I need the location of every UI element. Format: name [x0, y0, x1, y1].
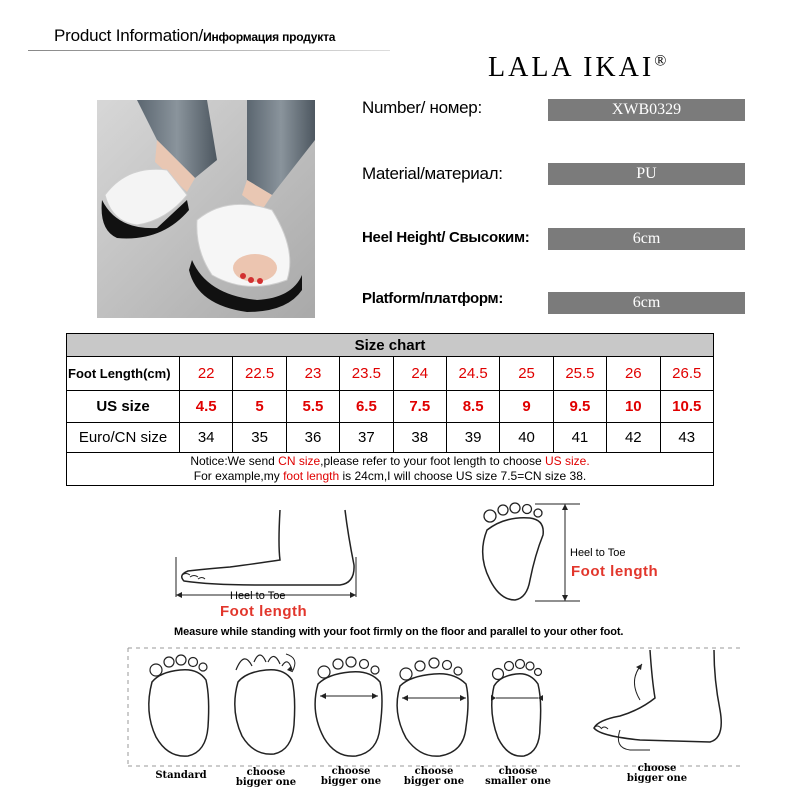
table-cell: 22.5: [233, 357, 286, 391]
product-photo: [97, 100, 315, 318]
size-notice: [67, 453, 714, 486]
top-foot-length-label: Foot length: [571, 563, 659, 580]
table-row-euro-cn-size: [67, 423, 714, 453]
notice-highlight-foot-length: foot length: [283, 469, 340, 483]
spec-value-platform: 6cm: [548, 292, 745, 314]
foot-fit-wide-icon: [310, 650, 390, 760]
table-row-us-size: [67, 391, 714, 423]
fit-caption-long-toe: [226, 768, 306, 788]
top-heel-to-toe-label: Heel to Toe: [570, 547, 626, 559]
notice-line-1: [67, 454, 713, 469]
table-cell: 42: [607, 423, 660, 453]
caption-line: choose: [331, 766, 371, 777]
table-cell: 36: [286, 423, 339, 453]
spec-value-number: XWB0329: [548, 99, 745, 121]
table-cell: 9.5: [553, 391, 606, 423]
caption-line: choose: [414, 766, 454, 777]
spec-label-platform: Platform/платформ:: [362, 290, 504, 307]
title-en: Product Information/: [54, 26, 204, 45]
foot-fit-narrow-icon: [478, 650, 558, 760]
table-cell: 26.5: [660, 357, 713, 391]
foot-fit-extra-wide-icon: [394, 650, 474, 760]
caption-line: smaller one: [485, 776, 551, 787]
registered-mark: ®: [654, 52, 667, 70]
notice-text: For example,my: [193, 469, 284, 483]
table-cell: 41: [553, 423, 606, 453]
notice-highlight-cn-size: CN size: [278, 454, 321, 468]
title-divider: [28, 50, 390, 51]
table-cell: 6.5: [340, 391, 393, 423]
caption-line: bigger one: [626, 773, 688, 784]
size-chart-table: [66, 333, 714, 486]
foot-fit-standard-icon: [140, 652, 220, 762]
table-cell: 24: [393, 357, 446, 391]
table-row-foot-length: [67, 357, 714, 391]
notice-text: ,please refer to your foot length to choose: [320, 454, 545, 468]
title-ru: Информация продукта: [203, 30, 336, 44]
foot-top-view-diagram: [465, 500, 585, 610]
caption-line: bigger one: [320, 776, 382, 787]
measure-instruction: Measure while standing with your foot firmly on the floor and parallel to your other foot.: [174, 626, 624, 638]
table-cell: 22: [180, 357, 233, 391]
section-title: [54, 26, 335, 46]
table-cell: 8.5: [446, 391, 499, 423]
spec-value-heel-height: 6cm: [548, 228, 745, 250]
size-chart-title: Size chart: [67, 334, 714, 357]
brand-logo: [488, 52, 666, 84]
table-cell: 40: [500, 423, 553, 453]
foot-fit-long-toe-icon: [226, 648, 306, 758]
notice-text: Notice:We send: [190, 454, 279, 468]
table-cell: 10: [607, 391, 660, 423]
fit-caption-extra-wide: [394, 767, 474, 787]
table-cell: 25: [500, 357, 553, 391]
spec-value-material: PU: [548, 163, 745, 185]
notice-text: is 24cm,I will choose US size 7.5=CN size 38.: [339, 469, 587, 483]
table-cell: 9: [500, 391, 553, 423]
side-foot-length-label: Foot length: [220, 603, 308, 620]
table-cell: 38: [393, 423, 446, 453]
table-cell: 34: [180, 423, 233, 453]
sandal-photo-illustration: [97, 100, 315, 318]
notice-line-2: [67, 469, 713, 484]
table-cell: 4.5: [180, 391, 233, 423]
caption-line: choose: [637, 763, 677, 774]
table-cell: 39: [446, 423, 499, 453]
table-cell: 37: [340, 423, 393, 453]
fit-caption-high-instep: [617, 764, 697, 784]
fit-caption-wide: [311, 767, 391, 787]
fit-caption-standard: [141, 771, 221, 781]
caption-line: choose: [246, 767, 286, 778]
table-cell: 7.5: [393, 391, 446, 423]
table-cell: 35: [233, 423, 286, 453]
table-cell: 43: [660, 423, 713, 453]
side-heel-to-toe-label: Heel to Toe: [230, 590, 286, 602]
row-header-foot-length: Foot Length(cm): [67, 357, 180, 391]
table-cell: 24.5: [446, 357, 499, 391]
caption-line: bigger one: [235, 777, 297, 788]
row-header-euro-cn-size: Euro/CN size: [67, 423, 180, 453]
foot-fit-high-instep-icon: [580, 650, 730, 760]
table-cell: 25.5: [553, 357, 606, 391]
notice-highlight-us-size: US size.: [544, 454, 590, 468]
table-cell: 26: [607, 357, 660, 391]
spec-label-material: Material/материал:: [362, 164, 503, 183]
caption-line: choose: [498, 766, 538, 777]
spec-label-number: Number/ номер:: [362, 98, 482, 117]
row-header-us-size: US size: [67, 391, 180, 423]
caption-line: Standard: [155, 770, 207, 781]
brand-name: LALA IKAI: [488, 52, 655, 83]
table-cell: 10.5: [660, 391, 713, 423]
spec-label-heel-height: Heel Height/ Свысоким:: [362, 229, 530, 246]
caption-line: bigger one: [403, 776, 465, 787]
table-cell: 5.5: [286, 391, 339, 423]
table-cell: 23.5: [340, 357, 393, 391]
table-cell: 5: [233, 391, 286, 423]
fit-caption-narrow: [478, 767, 558, 787]
table-cell: 23: [286, 357, 339, 391]
